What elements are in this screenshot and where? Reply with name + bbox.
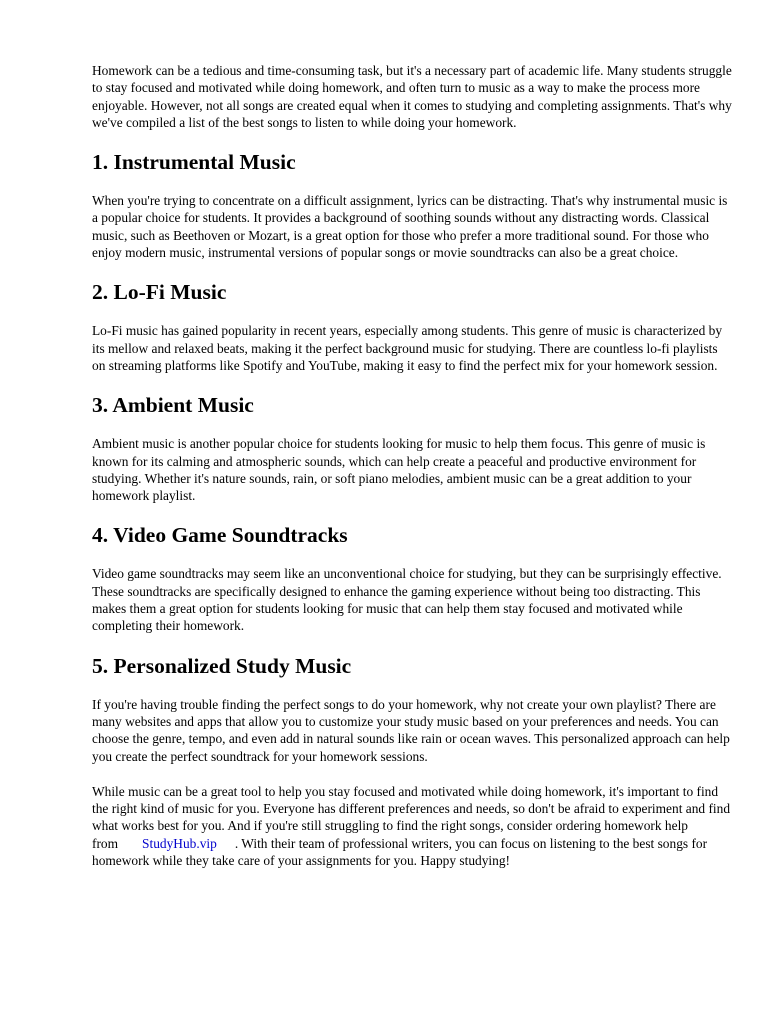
- section-instrumental-music: [92, 149, 732, 261]
- section-body: Video game soundtracks may seem like an unconventional choice for studying, but they can be surprisingly effective. These soundtracks are specifically designed to enhance the gaming experience without being too distracting. This makes them a great option for students looking for music that can help them stay focused and motivated while completing their homework.: [92, 566, 722, 634]
- section-heading: 4. Video Game Soundtracks: [92, 523, 348, 548]
- section-heading: 5. Personalized Study Music: [92, 653, 352, 678]
- section-lofi-music: [92, 279, 732, 374]
- section-heading: 1. Instrumental Music: [92, 150, 296, 175]
- document-page: [92, 62, 732, 869]
- section-body: Ambient music is another popular choice for students looking for music to help them focus. This genre of music is known for its calming and atmospheric sounds, which can help create a peaceful and productive environment for studying. Whether it's nature sounds, rain, or soft piano melodies, ambient music can be a great addition to your homework playlist.: [92, 436, 706, 504]
- section-heading: 2. Lo-Fi Music: [92, 280, 227, 305]
- section-body: When you're trying to concentrate on a difficult assignment, lyrics can be distracting. That's why instrumental music is a popular choice for students. It provides a background of soothing sounds without any distracting words. Classical music, such as Beethoven or Mozart, is a great option for those who prefer a more traditional sound. For those who enjoy modern music, instrumental versions of popular songs or movie soundtracks can also be a great choice.: [92, 193, 728, 261]
- section-heading: 3. Ambient Music: [92, 393, 254, 418]
- conclusion-text-before-link: While music can be a great tool to help you stay focused and motivated while doing homework, it's important to find the right kind of music for you. Everyone has different preferences and needs, so don't be afraid to experiment and find what works best for you. And if you're still struggling to find the right songs, consider ordering homework help from: [92, 783, 731, 851]
- studyhub-link[interactable]: StudyHub.vip: [142, 835, 217, 851]
- conclusion-paragraph: [92, 783, 732, 869]
- intro-paragraph: Homework can be a tedious and time-consuming task, but it's a necessary part of academic life. Many students struggle to stay focused and motivated while doing homework, and often turn to music as a way to make the process more enjoyable. However, not all songs are created equal when it comes to studying and completing assignments. That's why we've compiled a list of the best songs to listen to while doing your homework.: [92, 63, 732, 130]
- section-body: Lo-Fi music has gained popularity in recent years, especially among students. This genre of music is characterized by its mellow and relaxed beats, making it the perfect background music for studying. There are countless lo-fi playlists on streaming platforms like Spotify and YouTube, making it easy to find the perfect mix for your homework session.: [92, 323, 723, 373]
- section-ambient-music: [92, 392, 732, 504]
- section-body: If you're having trouble finding the perfect songs to do your homework, why not create your own playlist? There are many websites and apps that allow you to customize your study music based on your preferences and needs. You can choose the genre, tempo, and even add in natural sounds like rain or ocean waves. This personalized approach can help you create the perfect soundtrack for your homework sessions.: [92, 696, 730, 764]
- section-video-game-soundtracks: [92, 522, 732, 634]
- conclusion-text-after-link: . With their team of professional writers, you can focus on listening to the best songs for homework while they take care of your assignments for you. Happy studying!: [92, 835, 708, 869]
- section-personalized-study-music: [92, 653, 732, 765]
